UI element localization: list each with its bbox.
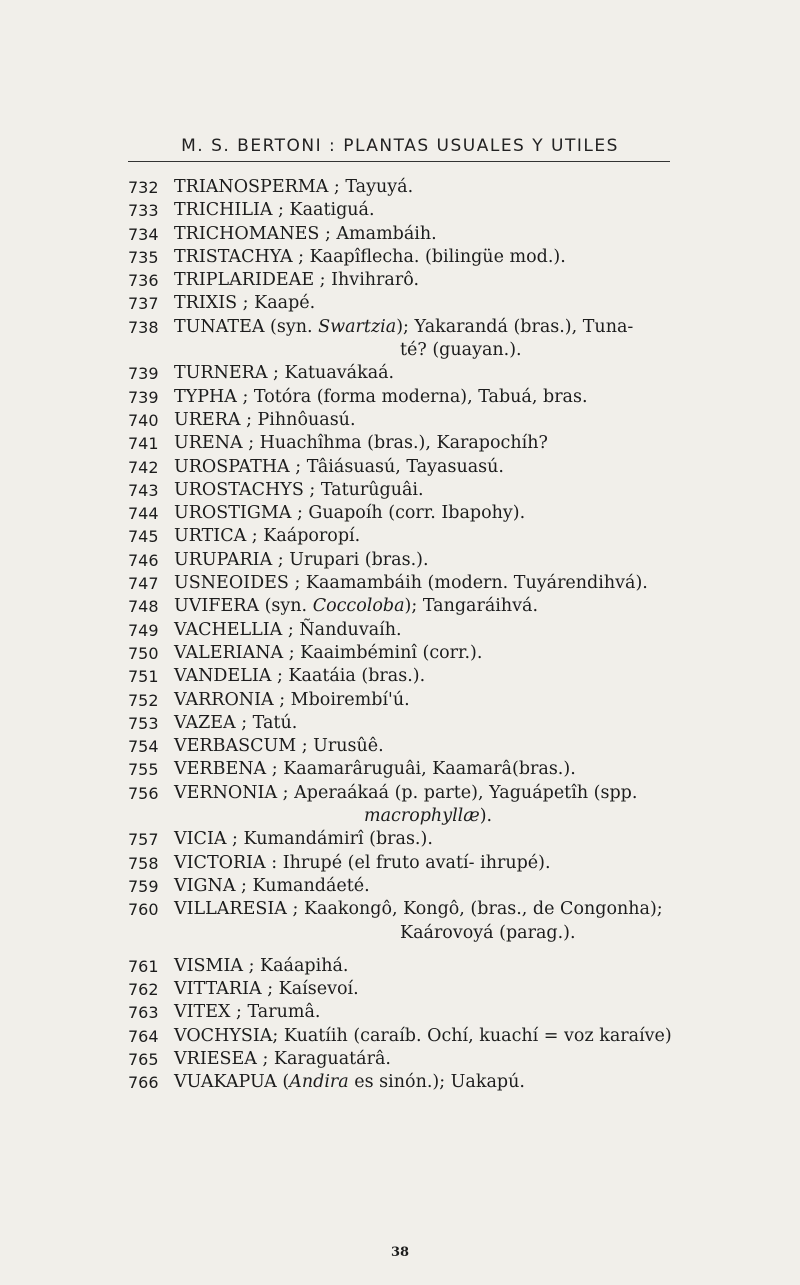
entry-number: 739 (128, 364, 159, 384)
entry-number: 756 (128, 783, 159, 803)
entry-number: 753 (128, 713, 159, 733)
entry-text-part: VUAKAPUA ( (174, 1072, 290, 1093)
entry-number: 742 (128, 457, 159, 477)
entry-text: VALERIANA ; Kaaimbéminî (corr.). (174, 642, 483, 663)
entry-760 (128, 898, 688, 921)
entry-743 (128, 479, 688, 502)
entry-764 (128, 1025, 688, 1048)
entry-761 (128, 955, 688, 978)
entry-text (174, 316, 688, 339)
entry-751 (128, 665, 688, 688)
entry-text: VIGNA ; Kumandáeté. (174, 875, 370, 896)
entry-text-part: es sinón.); Uakapú. (348, 1072, 525, 1093)
entry-number: 738 (128, 317, 159, 337)
entry-733 (128, 199, 688, 222)
entry-text: TRIXIS ; Kaapé. (174, 293, 316, 314)
entry-text: URERA ; Pihnôuasú. (174, 409, 356, 430)
entry-text: VAZEA ; Tatú. (174, 712, 298, 733)
entry-749 (128, 619, 688, 642)
entry-text: VOCHYSIA; Kuatíih (caraíb. Ochí, kuachí = voz karaíve) (174, 1025, 672, 1046)
entry-text: URUPARIA ; Urupari (bras.). (174, 549, 429, 570)
entry-number: 734 (128, 224, 159, 244)
entry-763 (128, 1001, 688, 1024)
entry-number: 761 (128, 956, 159, 976)
entry-text-part: TUNATEA (syn. (174, 316, 319, 337)
entry-738-continuation: té? (guayan.). (400, 340, 522, 361)
entry-732 (128, 176, 688, 199)
entry-text: TURNERA ; Katuavákaá. (174, 363, 395, 384)
entry-number: 757 (128, 830, 159, 850)
entry-number: 755 (128, 760, 159, 780)
entry-number: 754 (128, 737, 159, 757)
entry-number: 740 (128, 410, 159, 430)
entry-number: 748 (128, 597, 159, 617)
entry-number: 751 (128, 667, 159, 687)
entry-text: TRISTACHYA ; Kaapîflecha. (bilingüe mod.). (174, 246, 566, 267)
entry-750 (128, 642, 688, 665)
entry-number: 745 (128, 527, 159, 547)
entry-number: 744 (128, 504, 159, 524)
entry-text: VACHELLIA ; Ñanduvaíh. (174, 619, 402, 640)
running-header: M. S. BERTONI : PLANTAS USUALES Y UTILES (181, 136, 619, 156)
entry-text: VERNONIA ; Aperaákaá (p. parte), Yaguápetîh (spp. (174, 782, 638, 803)
entry-765 (128, 1048, 688, 1071)
entry-number: 743 (128, 480, 159, 500)
entry-number: 733 (128, 201, 159, 221)
entry-text: VISMIA ; Kaáapihá. (174, 955, 349, 976)
entry-text: VICIA ; Kumandámirî (bras.). (174, 829, 433, 850)
entry-738 (128, 316, 688, 339)
entry-text (174, 595, 688, 618)
entry-737 (128, 292, 688, 315)
entry-736 (128, 269, 688, 292)
synonym-italic: Swartzia (318, 316, 397, 337)
entry-text: VITTARIA ; Kaísevoí. (174, 979, 359, 1000)
entry-number: 750 (128, 643, 159, 663)
entry-number: 739 (128, 387, 159, 407)
entry-text: TRICHILIA ; Kaatiguá. (174, 200, 375, 221)
entry-text: USNEOIDES ; Kaamambáih (modern. Tuyárendihvá). (174, 573, 648, 594)
entry-number: 765 (128, 1049, 159, 1069)
entry-number: 764 (128, 1026, 159, 1046)
synonym-italic: Coccoloba (312, 596, 405, 617)
entry-text: VILLARESIA ; Kaakongô, Kongô, (bras., de Congonha); (174, 899, 663, 920)
entry-text-part: ). (479, 806, 493, 827)
entry-744 (128, 502, 688, 525)
entry-text: TRIPLARIDEAE ; Ihvihrarô. (174, 270, 420, 291)
entry-754 (128, 735, 688, 758)
entry-text: VITEX ; Tarumâ. (174, 1002, 321, 1023)
entry-text: VANDELIA ; Kaatáia (bras.). (174, 666, 426, 687)
entry-number: 741 (128, 434, 159, 454)
entry-number: 766 (128, 1073, 159, 1093)
entry-number: 749 (128, 620, 159, 640)
entry-number: 737 (128, 294, 159, 314)
entry-number: 763 (128, 1003, 159, 1023)
entry-number: 752 (128, 690, 159, 710)
entry-739 (128, 362, 688, 385)
entry-text: VICTORIA : Ihrupé (el fruto avatí- ihrupé). (174, 852, 551, 873)
header-rule (128, 161, 670, 162)
entry-text: TRICHOMANES ; Amambáih. (174, 223, 437, 244)
entry-740 (128, 409, 688, 432)
entry-text: UROSPATHA ; Tâiásuasú, Tayasuasú. (174, 456, 504, 477)
entry-text-part: UVIFERA (syn. (174, 596, 313, 617)
entry-756 (128, 782, 688, 805)
entry-number: 736 (128, 271, 159, 291)
entry-number: 747 (128, 574, 159, 594)
entry-text: VARRONIA ; Mboirembí'ú. (174, 689, 410, 710)
entry-text: URTICA ; Kaáporopí. (174, 526, 361, 547)
entry-number: 732 (128, 178, 159, 197)
entry-text: VERBASCUM ; Urusûê. (174, 736, 384, 757)
entry-number: 735 (128, 247, 159, 267)
entry-number: 758 (128, 853, 159, 873)
entry-number: 759 (128, 876, 159, 896)
entry-746 (128, 549, 688, 572)
entry-756-continuation (128, 805, 688, 828)
entry-739b (128, 386, 688, 409)
entry-753 (128, 712, 688, 735)
entry-745 (128, 525, 688, 548)
entry-760-continuation: Kaárovoyá (parag.). (400, 922, 576, 943)
entry-text: TYPHA ; Totóra (forma moderna), Tabuá, bras. (174, 386, 588, 407)
entry-text: URENA ; Huachîhma (bras.), Karapochíh? (174, 433, 548, 454)
entry-757 (128, 828, 688, 851)
entry-number: 746 (128, 550, 159, 570)
entry-735 (128, 246, 688, 269)
entry-755 (128, 758, 688, 781)
entry-text: VRIESEA ; Karaguatárâ. (174, 1048, 391, 1069)
entry-text: UROSTACHYS ; Taturûguâi. (174, 479, 424, 500)
entry-list (128, 176, 688, 1095)
entry-752 (128, 689, 688, 712)
entry-text-part: ); Yakarandá (bras.), Tuna- (396, 316, 634, 337)
entry-text: TRIANOSPERMA ; Tayuyá. (174, 177, 414, 197)
entry-734 (128, 223, 688, 246)
entry-text-part: ); Tangaráihvá. (404, 596, 539, 617)
entry-758 (128, 852, 688, 875)
entry-742 (128, 456, 688, 479)
synonym-italic: Andira (289, 1072, 349, 1093)
entry-text: UROSTIGMA ; Guapoíh (corr. Ibapohy). (174, 503, 526, 524)
entry-747 (128, 572, 688, 595)
entry-741 (128, 432, 688, 455)
page-number: 38 (390, 1245, 410, 1260)
species-italic: macrophyllæ (364, 806, 480, 827)
entry-766 (128, 1071, 688, 1094)
entry-number: 762 (128, 980, 159, 1000)
entry-762 (128, 978, 688, 1001)
entry-text: VERBENA ; Kaamarâruguâi, Kaamarâ(bras.). (174, 759, 576, 780)
entry-text (174, 1071, 688, 1094)
entry-748 (128, 595, 688, 618)
entry-759 (128, 875, 688, 898)
entry-number: 760 (128, 900, 159, 920)
